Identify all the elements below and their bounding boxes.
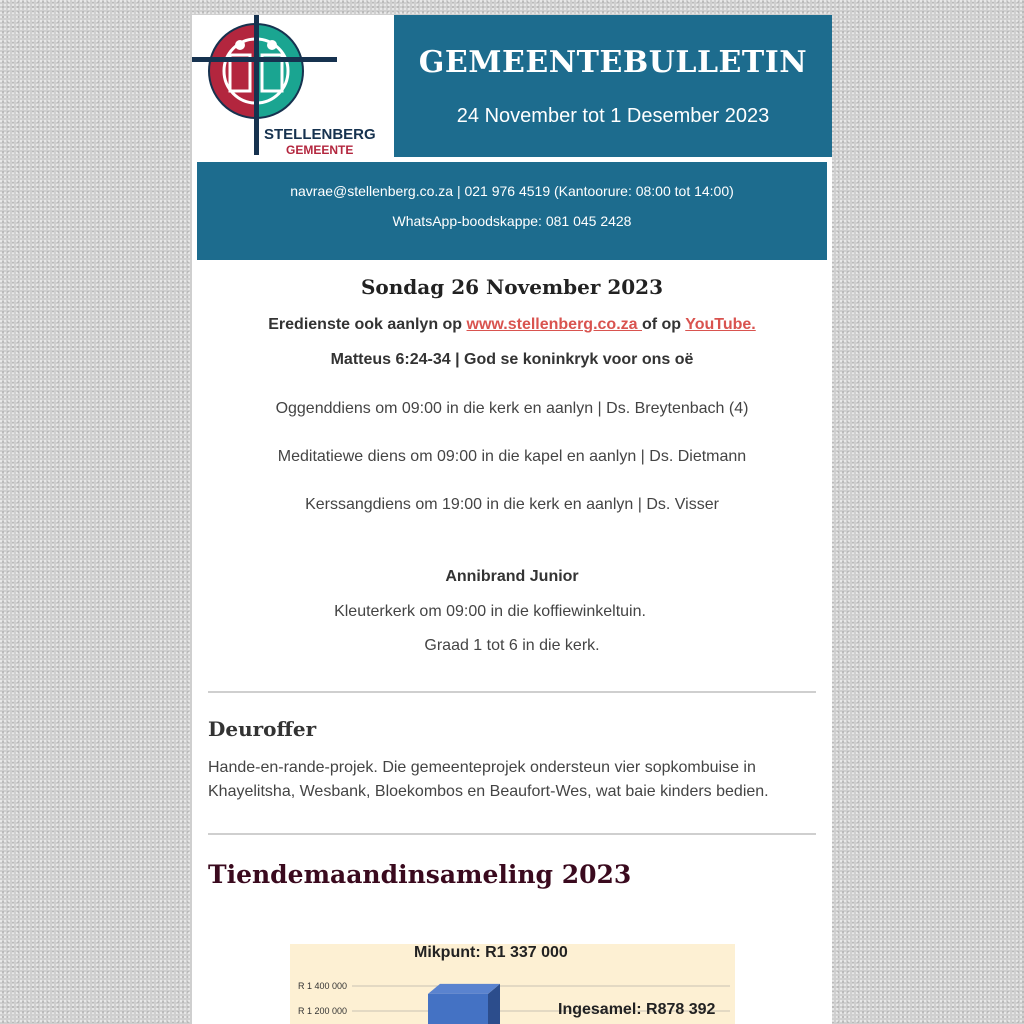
chart-data-label: Ingesamel: R878 392: [558, 1001, 716, 1018]
chart-y-tick-label: R 1 200 000: [298, 1006, 348, 1016]
tiende-heading: Tiendemaandinsameling 2023: [208, 860, 632, 889]
deuroffer-heading: Deuroffer: [208, 717, 317, 741]
logo-text-gemeente: GEMEENTE: [286, 143, 354, 157]
divider: [208, 691, 816, 693]
chart-canvas: [290, 944, 735, 1024]
bulletin-page: [192, 15, 832, 1024]
chart-y-tick-label: R 1 400 000: [298, 981, 348, 991]
scripture-reading: Matteus 6:24-34 | God se koninkryk voor ons oë: [330, 351, 694, 368]
tiende-chart: [290, 944, 735, 1024]
service-item: Meditatiewe diens om 09:00 in die kapel en aanlyn | Ds. Dietmann: [277, 448, 747, 465]
junior-heading: Annibrand Junior: [445, 568, 579, 585]
chart-bar: [428, 984, 500, 1024]
online-prefix: Eredienste ook aanlyn op: [268, 316, 467, 333]
contact-panel: [197, 162, 827, 260]
online-services-line: [192, 316, 832, 334]
service-item: Kerssangdiens om 19:00 in die kerk en aanlyn | Ds. Visser: [305, 496, 719, 513]
divider: [208, 833, 816, 835]
service-item: Oggenddiens om 09:00 in die kerk en aanlyn | Ds. Breytenbach (4): [275, 400, 749, 417]
logo-text-stellenberg: STELLENBERG: [264, 126, 376, 143]
bulletin-header: [394, 15, 832, 157]
junior-item: Graad 1 tot 6 in die kerk.: [424, 637, 600, 654]
chart-data-label: Mikpunt: R1 337 000: [414, 944, 568, 961]
youtube-link[interactable]: YouTube.: [685, 316, 756, 333]
deuroffer-text: Hande-en-rande-projek. Die gemeenteprojek ondersteun vier sopkombuise in Khayelitsha, Wesbank, Bloekombos en Beaufort-Wes, wat baie kinders bedien.: [208, 759, 769, 800]
junior-item: Kleuterkerk om 09:00 in die koffiewinkeltuin.: [334, 603, 646, 620]
contact-email-phone: navrae@stellenberg.co.za | 021 976 4519 (Kantoorure: 08:00 tot 14:00): [290, 183, 734, 199]
online-mid: of op: [641, 316, 686, 333]
church-logo: [192, 15, 394, 157]
logo-emblem-icon: [192, 15, 394, 157]
bulletin-dates: 24 November tot 1 Desember 2023: [456, 105, 770, 127]
bulletin-title: GEMEENTEBULLETIN: [418, 45, 808, 80]
sunday-heading: Sondag 26 November 2023: [360, 275, 663, 299]
website-link[interactable]: www.stellenberg.co.za: [466, 316, 642, 333]
contact-whatsapp: WhatsApp-boodskappe: 081 045 2428: [392, 213, 632, 229]
